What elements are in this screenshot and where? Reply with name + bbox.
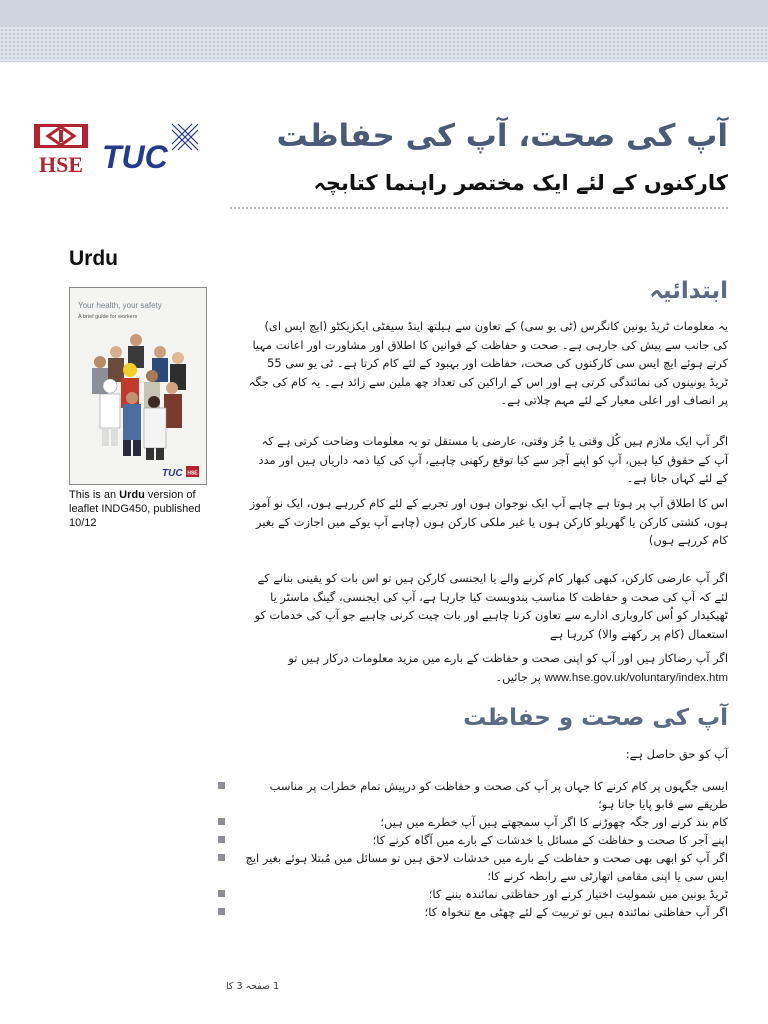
rights-list — [218, 777, 728, 921]
intro-paragraph-4: اگر آپ عارضی کارکن، کبھی کبھار کام کرنے والے یا ایجنسی کارکن ہیں تو اس بات کو یقینی بنانے کے لئے کہ آپ کی صحت و حفاظت کا مناسب بندوبست کیا جارہا ہے، آپ کی ایجنسی، گینگ ماسٹر یا ٹھیکیدار کو اُس کاروباری ادارے سے تعاون کرنا چاہیے اور بات چیت کرنی چاہیے جو آپ کی خدمات کو استعمال (کام پر رکھنے والا) کررہا ہے — [254, 571, 728, 641]
bullet-square-icon — [218, 818, 225, 825]
intro-paragraph-1: یہ معلومات ٹریڈ یونین کانگرس (ٹی یو سی) کے تعاون سے ہیلتھ اینڈ سیفٹی ایکزیکٹو (ایچ ایس ای) کی جانب سے پیش کی جارہی ہے۔ صحت و حفاظت کے قوانین کا اطلاق اور مشاورت اور اعانت مہیا کرتے ہوئے ایچ ایس سی کارکنوں کی صحت، حفاظت اور بہبود کے لئے کام کرتا ہے۔ ٹی یو سی 55 ٹریڈ یونینوں کی نمائندگی کرتی ہے اور اس کے اراکین کی تعداد چھ ملین سے زائد ہے۔ یہ کام کی جگہ پر انصاف اور اعلی معیار کے لئے مہم چلاتی ہے۔ — [248, 319, 728, 408]
list-item: اگر آپ کو ابھی بھی صحت و حفاظت کے بارے میں خدشات لاحق ہیں تو مسائل میں مُبتلا ہوئے بغیر ایچ ایس سی یا اپنی مقامی اتھارٹی سے رابطہ کرنے کا؛ — [218, 849, 728, 885]
list-item: ٹریڈ یونین میں شمولیت اختیار کرنے اور حفاظتی نمائندہ بننے کا؛ — [218, 885, 728, 903]
title-divider — [230, 207, 728, 209]
cover-title: Your health, your safety — [78, 301, 162, 310]
leaflet-cover-image — [69, 287, 207, 485]
intro-heading: ابتدائیہ — [649, 278, 728, 304]
bullet-square-icon — [218, 908, 225, 915]
cover-tuc-logo: TUC — [162, 468, 183, 479]
svg-text:TUC: TUC — [102, 139, 168, 175]
list-item: کام بند کرنے اور جگہ چھوڑنے کا اگر آپ سمجھتے ہیں آپ خطرے میں ہیں؛ — [218, 813, 728, 831]
list-item: اگر آپ حفاظتی نمائندہ ہیں تو تربیت کے لئے چھٹی مع تنخواہ کا؛ — [218, 903, 728, 921]
health-safety-heading: آپ کی صحت و حفاظت — [463, 705, 728, 731]
svg-text:HSE: HSE — [38, 152, 84, 176]
rights-intro: آپ کو حق حاصل ہے: — [625, 747, 728, 761]
page-subtitle: کارکنوں کے لئے ایک مختصر راہنما کتابچہ — [313, 171, 728, 195]
hse-logo — [30, 118, 92, 176]
cover-hse-logo: HSE — [187, 470, 198, 477]
bullet-square-icon — [218, 782, 225, 789]
page-title: آپ کی صحت، آپ کی حفاظت — [276, 118, 728, 154]
page-number: 1 صفحہ 3 کا — [226, 981, 280, 992]
list-item: اپنے آجر کا صحت و حفاظت کے مسائل یا خدشات کے بارے میں آگاہ کرنے کا؛ — [218, 831, 728, 849]
intro-paragraph-2: اگر آپ ایک ملازم ہیں کُل وقتی یا جُز وقتی، عارضی یا مستقل تو یہ معلومات وضاحت کرتی ہے کہ آپ کے حقوق کیا ہیں، آپ کو اپنے آجر سے کیا توقع رکھنی چاہیے، آپ کی کیا ذمہ داریاں ہیں اور مدد کے لئے کہاں جانا ہے۔ — [258, 434, 728, 486]
cover-subtitle: A brief guide for workers — [78, 314, 138, 320]
bullet-square-icon — [218, 890, 225, 897]
volunteer-link[interactable]: www.hse.gov.uk/voluntary/index.htm — [544, 671, 728, 684]
language-label: Urdu — [69, 247, 118, 270]
tuc-logo — [102, 118, 202, 176]
cover-caption: This is an Urdu version of leaflet INDG450, published 10/12 — [69, 489, 201, 529]
list-item: ایسی جگہوں پر کام کرنے کا جہاں پر آپ کی صحت و حفاظت کو درپیش تمام خطرات پر مناسب طریقے سے قابو پایا جاتا ہو؛ — [218, 777, 728, 813]
bullet-square-icon — [218, 836, 225, 843]
volunteer-paragraph: اگر آپ رضاکار ہیں اور آپ کو اپنی صحت و حفاظت کے بارے میں مزید معلومات درکار ہیں تو www.hse.gov.uk/voluntary/index.htm پر جائیں۔ — [288, 651, 728, 684]
intro-paragraph-3: اس کا اطلاق آپ پر ہوتا ہے چاہے آپ ایک نوجوان ہوں اور تجربے کے لئے کام کررہے ہوں، ایک نو آموز ہوں، کشتی کارکن یا گھریلو کارکن ہوں یا غیر ملکی کارکن ہوں (چاہے آپ یوکے میں اجازت کے بغیر کام کررہے ہوں) — [249, 496, 728, 548]
bullet-square-icon — [218, 854, 225, 861]
header-solid-band — [0, 0, 768, 26]
